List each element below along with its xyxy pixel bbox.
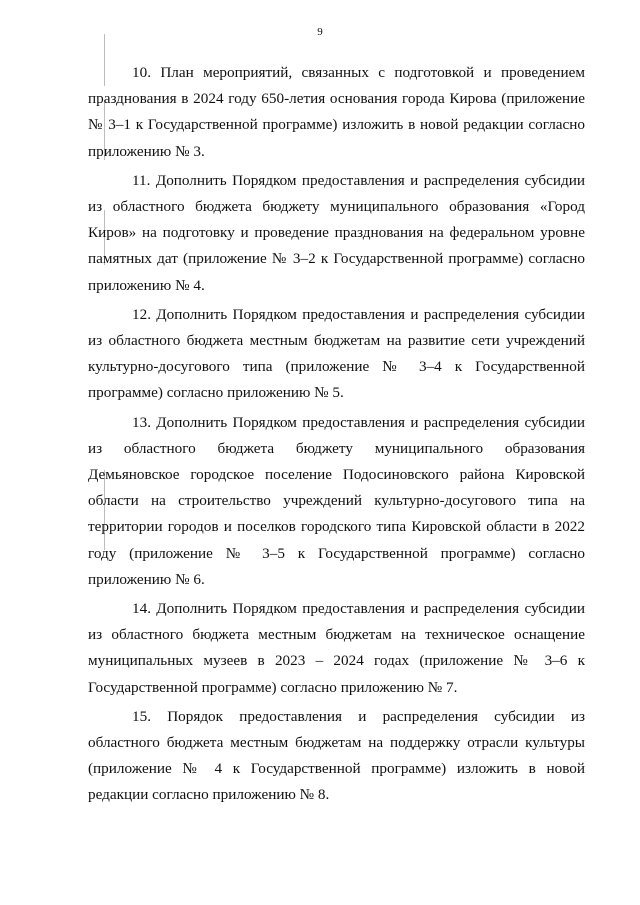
paragraph-10: 10. План мероприятий, связанных с подготовкой и проведением празднования в 2024 году 650-летия основания города Кирова (приложение № 3–1 к Государственной программе) изложить в новой редакции согласно приложению № 3. bbox=[88, 64, 585, 160]
paragraph-14: 14. Дополнить Порядком предоставления и распределения субсидии из областного бюджета местным бюджетам на техническое оснащение муниципальных музеев в 2023 – 2024 годах (приложение № 3–6 к Государственной программе) согласно приложению № 7. bbox=[88, 600, 585, 696]
paragraph-15: 15. Порядок предоставления и распределения субсидии из областного бюджета местным бюджетам на поддержку отрасли культуры (приложение № 4 к Государственной программе) изложить в новой редакции согласно приложению № 8. bbox=[88, 707, 585, 804]
paragraph-12: 12. Дополнить Порядком предоставления и распределения субсидии из областного бюджета местным бюджетам на развитие сети учреждений культурно-досугового типа (приложение № 3–4 к Государственной программе) согласно приложению № 5. bbox=[88, 305, 585, 402]
document-body bbox=[88, 60, 585, 812]
paragraph-13: 13. Дополнить Порядком предоставления и распределения субсидии из областного бюджета бюджету муниципального образования Демьяновское городское поселение Подосиновского района Кировской области на строительство учреждений культурно-досугового типа на территории городов и поселков городского типа Кировской области в 2022 году (приложение № 3–5 к Государственной программе) согласно приложению № 6. bbox=[88, 413, 585, 588]
paragraph-11: 11. Дополнить Порядком предоставления и распределения субсидии из областного бюджета бюджету муниципального образования «Город Киров» на подготовку и проведение празднования на федеральном уровне памятных дат (приложение № 3–2 к Государственной программе) согласно приложению № 4. bbox=[88, 171, 585, 294]
page-number: 9 bbox=[317, 26, 323, 38]
